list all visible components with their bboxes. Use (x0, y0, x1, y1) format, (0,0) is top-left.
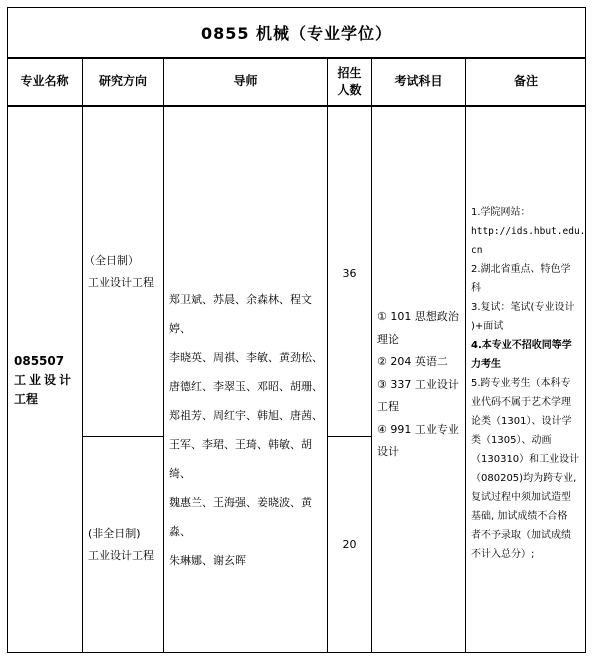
notes-line: 2.湖北省重点、特色学 (471, 264, 571, 275)
header-major (7, 58, 82, 105)
exam-line: 理论 (377, 332, 399, 346)
header-major-label: 专业名称 (20, 74, 69, 88)
exam-line: 工程 (377, 400, 399, 413)
header-exam (372, 58, 465, 105)
advisor-line: 朱琳娜、谢玄晖 (169, 554, 246, 567)
notes-line: )+面试 (471, 321, 504, 332)
major-cell (14, 107, 82, 653)
header-direction (83, 58, 163, 105)
advisor-line: 唐德红、李翠玉、邓昭、胡珊、 (169, 380, 323, 393)
advisor-line: 郑卫斌、苏晨、余森林、程文婷、 (169, 293, 312, 335)
header-exam-label: 考试科目 (394, 74, 443, 88)
parttime-mode: (非全日制) (88, 527, 141, 540)
notes-line: 论类（1301）、设计学 (471, 416, 572, 427)
header-advisor (164, 58, 327, 105)
header-enroll (328, 58, 371, 105)
notes-line: http://ids.hbut.edu. (471, 226, 586, 237)
exam-line: ④ 991 工业专业 (377, 422, 459, 436)
exam-subjects (377, 107, 465, 653)
header-enroll-line2: 人数 (337, 82, 362, 97)
notes-line: 基础, 加试成绩不合格 (471, 511, 568, 522)
notes-line-bold: 4.本专业不招收同等学 (471, 340, 572, 351)
enroll-count-fulltime (328, 107, 371, 436)
exam-line: ② 204 英语二 (377, 355, 448, 368)
notes-line: 类（1305）、动画 (471, 435, 552, 446)
major-name-line2: 工程 (14, 391, 39, 406)
divider-col-5 (465, 57, 466, 653)
divider-col-2 (163, 57, 164, 653)
table-title (7, 7, 586, 57)
notes-line: （130310）和工业设计 (471, 454, 580, 465)
advisor-line: 王军、李珺、王琦、韩敏、胡绮、 (169, 438, 312, 480)
header-direction-label: 研究方向 (98, 74, 147, 88)
notes-line-bold: 力考生 (471, 359, 501, 370)
enroll-count-parttime (328, 437, 371, 653)
header-advisor-label: 导师 (233, 74, 258, 88)
header-enroll-line1: 招生 (337, 65, 362, 80)
notes-line: 者不予录取（加试成绩 (471, 530, 571, 541)
parttime-direction: 工业设计工程 (88, 549, 154, 562)
exam-line: ① 101 思想政治 (377, 310, 459, 323)
divider-col-1 (82, 57, 83, 653)
direction-fulltime (84, 107, 162, 436)
notes-line: 不计入总分）; (471, 549, 535, 560)
major-name-line1: 工业设计 (14, 372, 75, 387)
advisor-list (169, 107, 327, 653)
major-code: 085507 (14, 353, 65, 368)
notes-cell (471, 107, 585, 653)
fulltime-mode: （全日制） (84, 253, 139, 267)
notes-line: 3.复试：笔试(专业设计 (471, 302, 575, 313)
notes-line: 5.跨专业考生（本科专 (471, 378, 571, 389)
advisor-line: 李晓英、周祺、李敏、黄劲松、 (169, 351, 323, 364)
fulltime-count: 36 (342, 267, 357, 280)
advisor-line: 郑祖芳、周红宇、韩旭、唐茜、 (169, 409, 323, 422)
header-notes (466, 58, 586, 105)
notes-line: （080205)均为跨专业, (471, 473, 577, 484)
exam-line: 设计 (377, 445, 399, 458)
header-notes-label: 备注 (513, 74, 538, 88)
direction-parttime (88, 437, 162, 653)
notes-line: 复试过程中须加试造型 (471, 492, 571, 503)
advisor-line: 魏惠兰、王海强、姜晓波、黄淼、 (169, 496, 312, 538)
notes-line: 业代码不属于艺术学理 (471, 397, 571, 408)
exam-line: ③ 337 工业设计 (377, 377, 459, 391)
notes-line: 1.学院网站： (471, 207, 531, 218)
notes-line: 科 (471, 283, 481, 294)
divider-col-4 (371, 57, 372, 653)
table-title-text: 0855 机械（专业学位） (200, 23, 393, 43)
parttime-count: 20 (342, 538, 357, 551)
notes-line: cn (471, 245, 483, 256)
fulltime-direction: 工业设计工程 (88, 275, 154, 289)
